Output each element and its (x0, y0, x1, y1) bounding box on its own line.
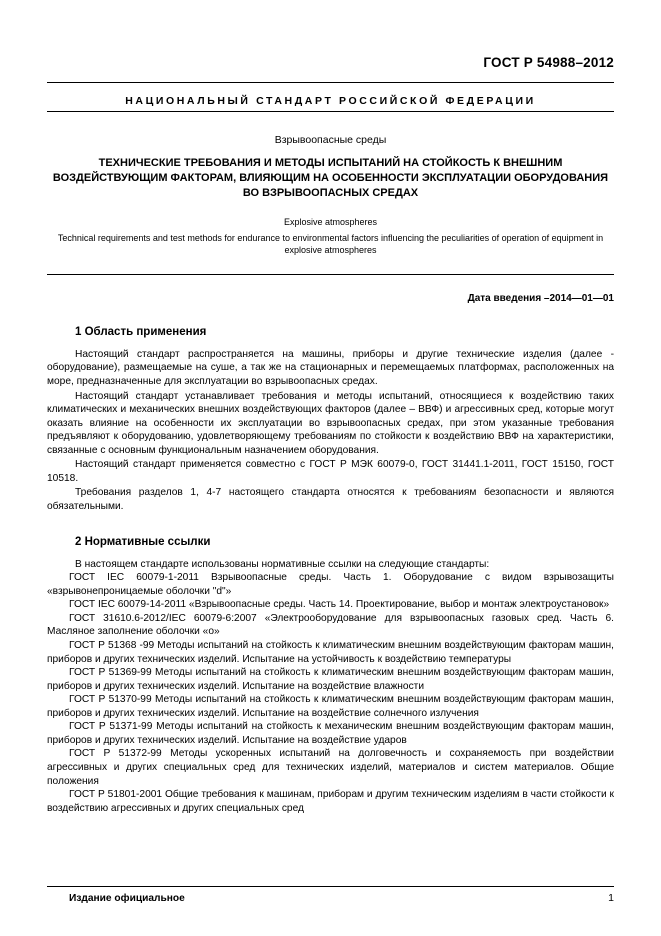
list-item: ГОСТ Р 51370-99 Методы испытаний на стойкость к климатическим внешним воздействующим факторам машин, приборов и других технических изделий. Испытание на воздействие солнечного излучения (47, 694, 614, 719)
list-item: ГОСТ 31610.6-2012/IEC 60079-6:2007 «Электрооборудование для взрывоопасных газовых сред. Часть 6. Масляное заполнение оболочки «о» (47, 612, 614, 638)
paragraph-scope-3: Настоящий стандарт применяется совместно с ГОСТ Р МЭК 60079-0, ГОСТ 31441.1-2011, ГОСТ 15150, ГОСТ 10518. (47, 459, 614, 484)
paragraph-scope-2: Настоящий стандарт устанавливает требования и методы испытаний, относящиеся к воздействию таких климатических и механических внешних воздействующих факторов (далее – ВВФ) и агрессивных сред, которые могут оказать влияние на особенности их эксплуатации во взрывоопасных средах, при этом указанные требования предъявляют к оборудованию, удовлетворяющему требованиям по стойкости к воздействию ВВФ на характеристики, связанные с основным функциональным назначением оборудования. (47, 390, 614, 456)
document-subject: Взрывоопасные среды (274, 134, 387, 146)
section-heading-references: 2 Нормативные ссылки (75, 535, 211, 548)
footer-note: Издание официальное (69, 893, 185, 904)
page-footer (47, 886, 614, 904)
page-number: 1 (608, 892, 614, 904)
title-rule (47, 274, 614, 275)
introduction-date: Дата введения –2014—01—01 (467, 292, 614, 304)
list-item: ГОСТ IEC 60079-1-2011 Взрывоопасные среды. Часть 1. Оборудование с видом взрывозащиты «взрывонепроницаемые оболочки "d"» (47, 572, 614, 597)
header-rule-top (47, 82, 614, 83)
list-item: ГОСТ Р 51801-2001 Общие требования к машинам, приборам и другим техническим изделиям в части стойкости к воздействию агрессивных и других специальных сред (47, 789, 614, 814)
list-item: ГОСТ IEC 60079-14-2011 «Взрывоопасные среды. Часть 14. Проектирование, выбор и монтаж электроустановок» (69, 599, 610, 611)
document-title-en: Technical requirements and test methods for endurance to environmental factors influencing the peculiarities of operation of equipment in explosive atmospheres (57, 232, 604, 255)
footer-rule (47, 886, 614, 887)
paragraph-scope-4: Требования разделов 1, 4-7 настоящего стандарта относятся к требованиям безопасности и являются обязательными. (47, 487, 614, 512)
paragraph-scope-1: Настоящий стандарт распространяется на машины, приборы и другие технические изделия (далее - оборудование), размещаемые на суше, а так же на стационарных и перемещаемых платформах, расположенных на море, предназначенные для эксплуатации во взрывоопасных средах. (47, 348, 614, 387)
list-item: ГОСТ Р 51368 -99 Методы испытаний на стойкость к климатическим внешним воздействующим факторам машин, приборов и других технических изделий. Испытание на устойчивость к воздействию температуры (47, 639, 614, 665)
page-content (47, 55, 614, 815)
list-item: ГОСТ Р 51369-99 Методы испытаний на стойкость к климатическим внешним воздействующим факторам машин, приборов и других технических изделий. Испытание на воздействие влажности (47, 667, 614, 692)
paragraph-references-intro: В настоящем стандарте использованы нормативные ссылки на следующие стандарты: (75, 558, 490, 570)
list-item: ГОСТ Р 51371-99 Методы испытаний на стойкость к механическим внешним воздействующим факторам машин, приборов и других технических изделий. Испытание на воздействие ударов (47, 721, 614, 746)
document-title-en-head: Explosive atmospheres (283, 216, 378, 227)
national-standard-line: НАЦИОНАЛЬНЫЙ СТАНДАРТ РОССИЙСКОЙ ФЕДЕРАЦИИ (125, 95, 536, 107)
reference-list (47, 571, 614, 815)
header-rule-bottom (47, 111, 614, 112)
section-heading-scope: 1 Область применения (75, 325, 207, 338)
standard-number: ГОСТ Р 54988–2012 (483, 55, 614, 70)
document-title-ru: ТЕХНИЧЕСКИЕ ТРЕБОВАНИЯ И МЕТОДЫ ИСПЫТАНИЙ НА СТОЙКОСТЬ К ВНЕШНИМ ВОЗДЕЙСТВУЮЩИМ ФАКТОРАМ, ВЛИЯЮЩИМ НА ОСОБЕННОСТИ ЭКСПЛУАТАЦИИ ОБОРУДОВАНИЯ ВО ВЗРЫВООПАСНЫХ СРЕДАХ (52, 157, 609, 199)
list-item: ГОСТ Р 51372-99 Методы ускоренных испытаний на долговечность и сохраняемость при воздействии агрессивных и других специальных сред для технических изделий, материалов и систем материалов. Общие положения (47, 748, 614, 787)
